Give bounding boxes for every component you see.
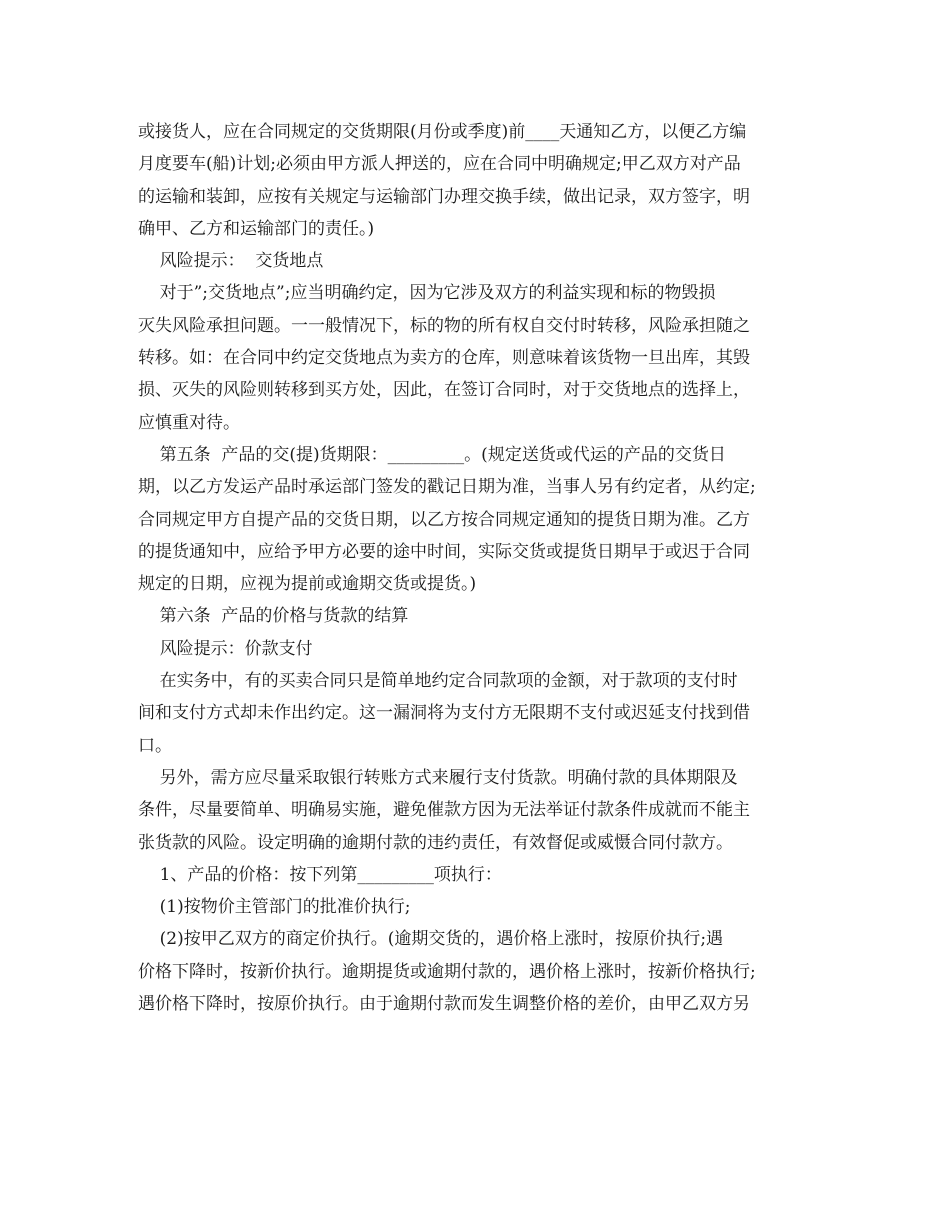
text-line: 遇价格下降时，按原价执行。由于逾期付款而发生调整价格的差价，由甲乙双方另 [138,994,750,1015]
text-line: 损、灭失的风险则转移到买方处，因此，在签订合同时，对于交货地点的选择上， [138,380,750,401]
text-line: 的提货通知中，应给予甲方必要的途中时间，实际交货或提货日期早于或迟于合同 [138,541,750,562]
text-line: 间和支付方式却未作出约定。这一漏洞将为支付方无限期不支付或迟延支付找到借 [138,703,750,724]
document-body [138,116,818,1020]
text-line: 价格下降时，按新价执行。逾期提货或逾期付款的，遇价格上涨时，按新价格执行; [138,961,756,982]
text-line: 灭失风险承担问题。一一般情况下，标的物的所有权自交付时转移，风险承担随之 [138,315,750,336]
text-line: 或接货人，应在合同规定的交货期限(月份或季度)前____天通知乙方，以便乙方编 [138,122,747,142]
text-line: 张货款的风险。设定明确的逾期付款的违约责任，有效督促或威慑合同付款方。 [138,832,733,853]
price-option-1: (1)按物价主管部门的批准价执行; [138,897,411,918]
text-line: 在实务中，有的买卖合同只是简单地约定合同款项的金额，对于款项的支付时 [138,671,738,692]
text-line: 对于”;交货地点”;应当明确约定，因为它涉及双方的利益实现和标的物毁损 [138,283,716,304]
text-line: 另外，需方应尽量采取银行转账方式来履行支付货款。明确付款的具体期限及 [138,767,738,788]
risk-heading-delivery-location: 风险提示： 交货地点 [138,251,324,272]
price-clause-heading: 1、产品的价格：按下列第_________项执行： [138,864,502,885]
article-5-heading: 第五条 产品的交(提)货期限：_________。(规定送货或代运的产品的交货日 [138,444,726,465]
price-option-2: (2)按甲乙双方的商定价执行。(逾期交货的，遇价格上涨时，按原价执行;遇 [138,929,724,950]
risk-heading-payment: 风险提示：价款支付 [138,638,313,659]
text-line: 期，以乙方发运产品时承运部门签发的戳记日期为准，当事人另有约定者，从约定; [138,477,756,498]
text-line: 条件，尽量要简单、明确易实施，避免催款方因为无法举证付款条件成就而不能主 [138,800,750,821]
text-line: 的运输和装卸，应按有关规定与运输部门办理交换手续，做出记录，双方签字，明 [138,186,750,207]
text-line: 规定的日期，应视为提前或逾期交货或提货。) [138,574,477,595]
article-6-heading: 第六条 产品的价格与货款的结算 [138,606,409,627]
text-line: 确甲、乙方和运输部门的责任。) [138,218,375,239]
text-line: 转移。如：在合同中约定交货地点为卖方的仓库，则意味着该货物一旦出库，其毁 [138,348,750,369]
text-line: 应慎重对待。 [138,412,240,433]
text-line: 月度要车(船)计划;必须由甲方派人押送的，应在合同中明确规定;甲乙双方对产品 [138,154,741,175]
text-line: 口。 [138,735,172,756]
text-line: 合同规定甲方自提产品的交货日期，以乙方按合同规定通知的提货日期为准。乙方 [138,509,750,530]
